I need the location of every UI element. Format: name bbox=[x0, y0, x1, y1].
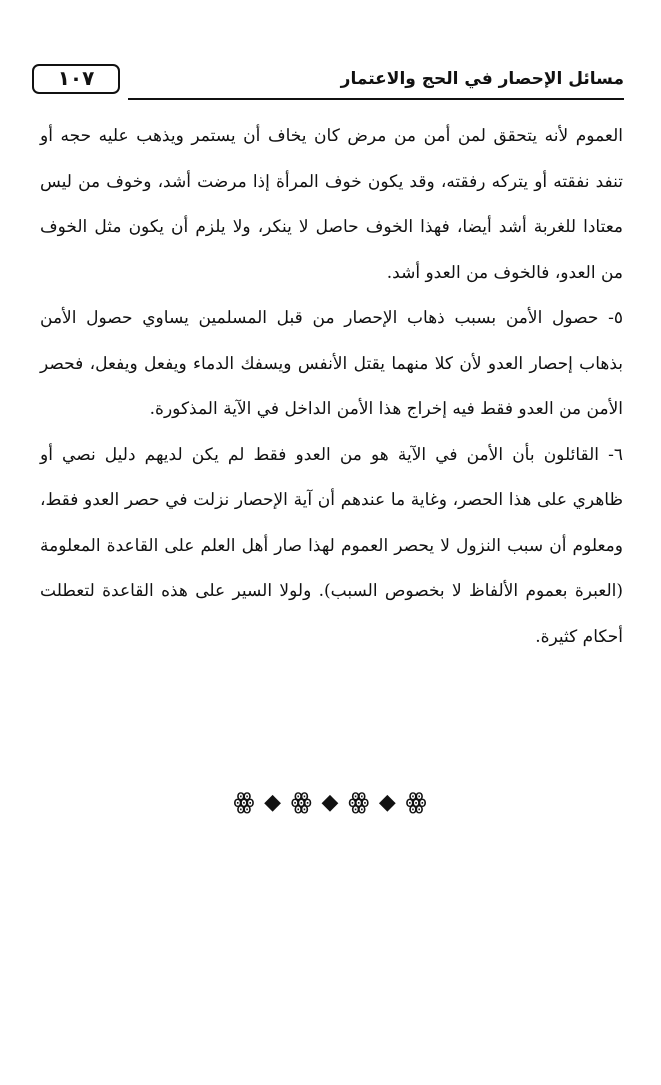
end-ornament: ꙮ ◆ ꙮ ◆ ꙮ ◆ ꙮ bbox=[233, 790, 428, 815]
running-title: مسائل الإحصار في الحج والاعتمار bbox=[340, 69, 624, 89]
header-divider bbox=[128, 98, 624, 100]
paragraph-1: العموم لأنه يتحقق لمن أمن من مرض كان يخاف أن يستمر ويذهب عليه حجه أو تنفد نفقته أو يتركه رفقته، وقد يكون خوف المرأة إذا مرضت أشد، وخوف من ليس معتادا للغربة أشد أيضا، فهذا الخوف حاصل لا ينكر، ولا يلزم أن يكون مثل الخوف من العدو، فالخوف من العدو أشد. bbox=[40, 126, 623, 283]
paragraph-2: ٥- حصول الأمن بسبب ذهاب الإحصار من قبل المسلمين يساوي حصول الأمن بذهاب إحصار العدو لأن كلا منهما يقتل الأنفس ويسفك الدماء ويفعل ويفعل، فحصر الأمن من العدو فقط فيه إخراج هذا الأمن الداخل في الآية المذكورة. bbox=[40, 308, 623, 419]
paragraph-3: ٦- القائلون بأن الأمن في الآية هو من العدو فقط لم يكن لديهم دليل نصي أو ظاهري على هذا الحصر، وغاية ما عندهم أن آية الإحصار نزلت في حصر العدو فقط، ومعلوم أن سبب النزول لا يحصر العموم لهذا صار أهل العلم على القاعدة المعلومة (العبرة بعموم الألفاظ لا بخصوص السبب). ولولا السير على هذه القاعدة لتعطلت أحكام كثيرة. bbox=[40, 444, 623, 647]
page-header bbox=[32, 58, 624, 100]
body-text bbox=[40, 114, 623, 660]
page-number: ١٠٧ bbox=[32, 64, 120, 94]
